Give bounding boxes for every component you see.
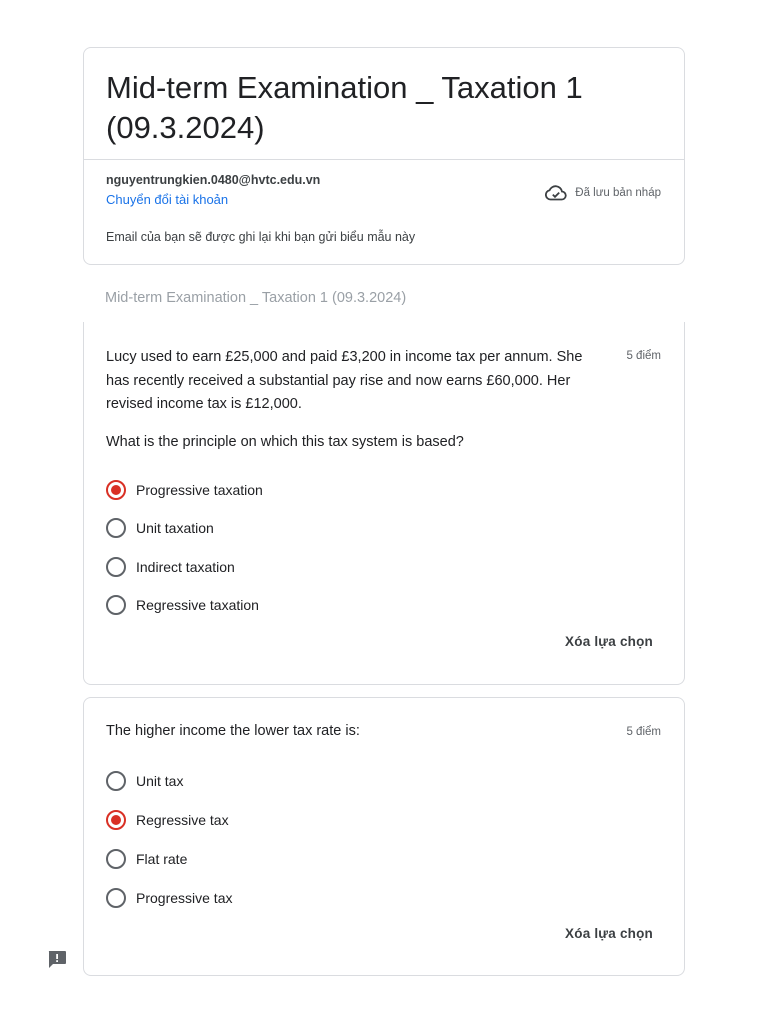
switch-account-link[interactable]: Chuyển đổi tài khoản: [106, 192, 229, 207]
radio-button-checked[interactable]: [106, 810, 126, 830]
account-email: nguyentrungkien.0480@hvtc.edu.vn: [106, 173, 321, 187]
email-notice: Email của bạn sẽ được ghi lại khi bạn gửi biểu mẫu này: [106, 230, 416, 244]
clear-selection-button[interactable]: Xóa lựa chọn: [565, 634, 653, 649]
option-label: Flat rate: [136, 851, 188, 867]
option-regressive-tax[interactable]: [106, 808, 229, 832]
cloud-check-icon: [545, 185, 567, 201]
option-label: Unit tax: [136, 773, 184, 789]
option-label: Regressive taxation: [136, 597, 259, 613]
question-points: 5 điểm: [626, 350, 661, 362]
radio-button[interactable]: [106, 771, 126, 791]
radio-button-checked[interactable]: [106, 480, 126, 500]
option-regressive-taxation[interactable]: [106, 593, 259, 617]
radio-button[interactable]: [106, 518, 126, 538]
draft-status-text: Đã lưu bản nháp: [575, 187, 661, 199]
option-progressive-taxation[interactable]: [106, 478, 263, 502]
radio-button[interactable]: [106, 595, 126, 615]
feedback-icon[interactable]: [47, 950, 67, 969]
draft-status: [545, 185, 661, 201]
question-card-1: [83, 322, 685, 685]
form-title: Mid-term Examination _ Taxation 1 (09.3.2024): [106, 70, 583, 145]
option-label: Progressive taxation: [136, 482, 263, 498]
option-indirect-taxation[interactable]: [106, 555, 235, 579]
radio-button[interactable]: [106, 557, 126, 577]
radio-button[interactable]: [106, 849, 126, 869]
form-header-card: [83, 47, 685, 265]
option-label: Unit taxation: [136, 520, 214, 536]
option-label: Progressive tax: [136, 890, 233, 906]
option-unit-taxation[interactable]: [106, 516, 214, 540]
question-text: Lucy used to earn £25,000 and paid £3,200 in income tax per annum. She has recently received a substantial pay rise and now earns £60,000. Her revised income tax is £12,000.: [106, 349, 583, 412]
option-label: Regressive tax: [136, 812, 229, 828]
section-title: Mid-term Examination _ Taxation 1 (09.3.2024): [105, 290, 407, 306]
question-text: The higher income the lower tax rate is:: [106, 723, 360, 739]
clear-selection-button[interactable]: Xóa lựa chọn: [565, 926, 653, 941]
header-divider: [84, 159, 684, 160]
question-subtext: What is the principle on which this tax system is based?: [106, 434, 464, 450]
option-flat-rate[interactable]: [106, 847, 187, 871]
option-progressive-tax[interactable]: [106, 886, 232, 910]
question-points: 5 điểm: [626, 726, 661, 738]
radio-button[interactable]: [106, 888, 126, 908]
option-unit-tax[interactable]: [106, 769, 183, 793]
option-label: Indirect taxation: [136, 559, 235, 575]
question-card-2: [83, 697, 685, 976]
